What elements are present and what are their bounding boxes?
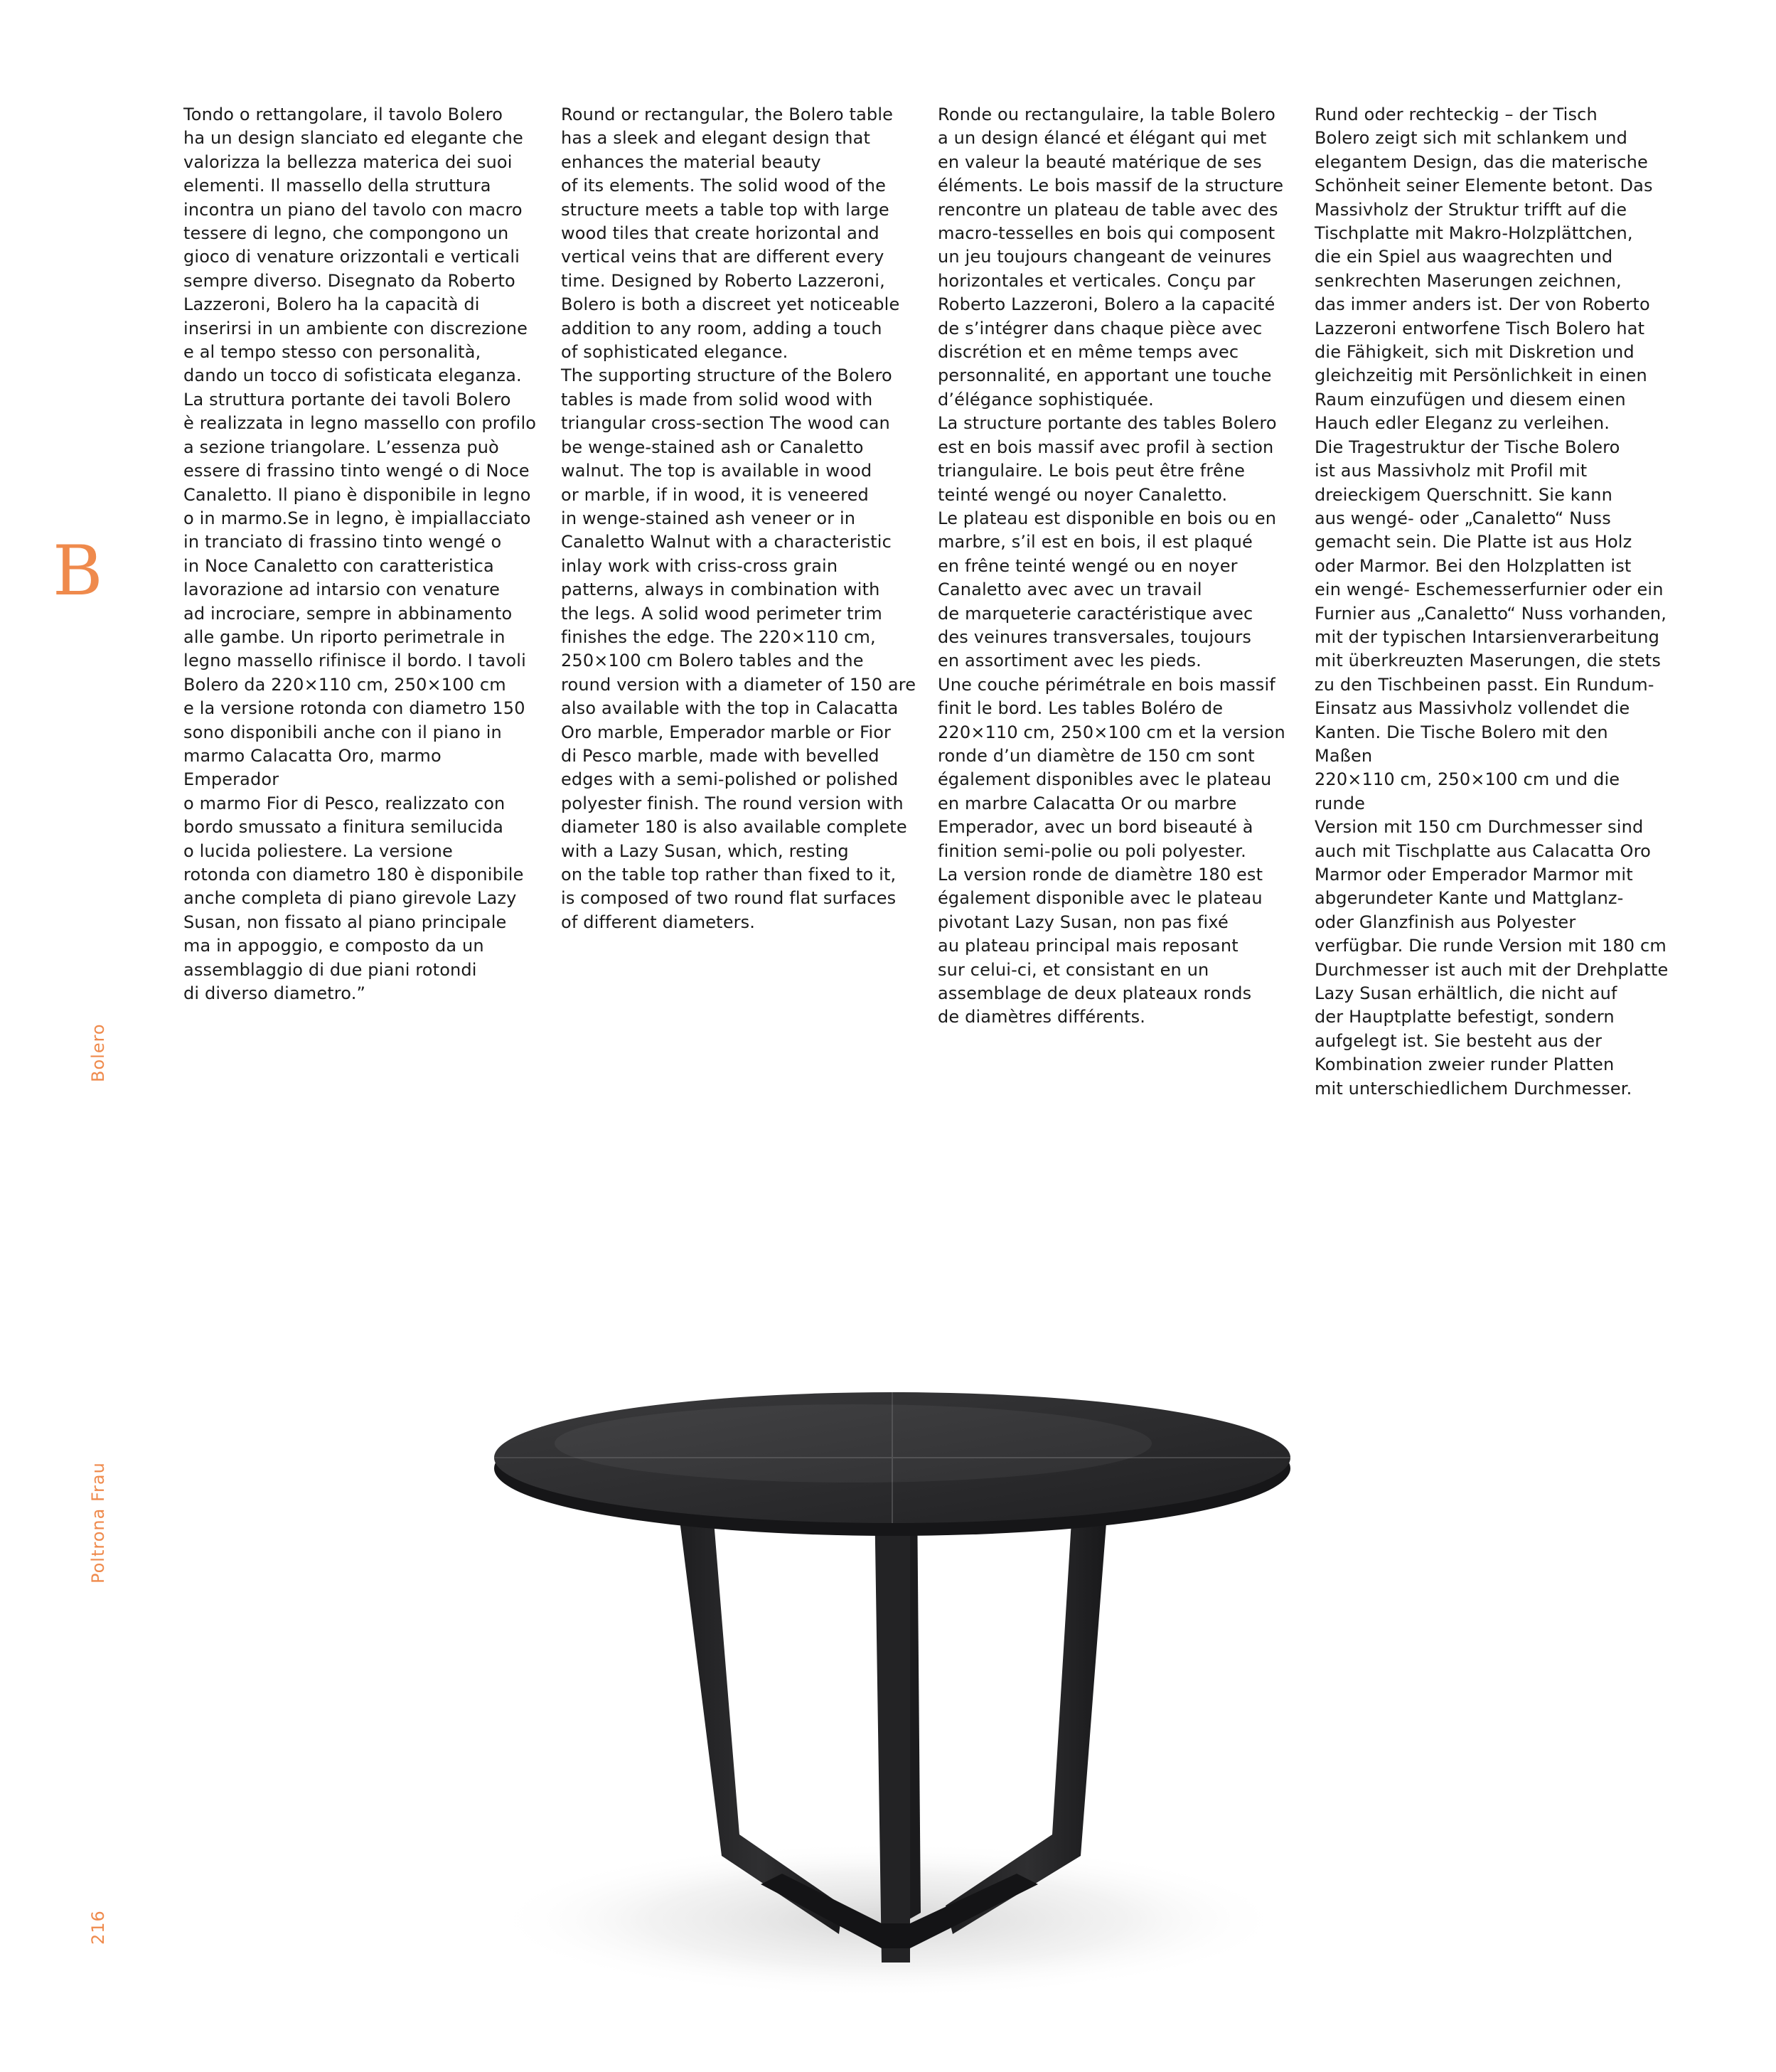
paragraph: La struttura portante dei tavoli Bolero è realizzata in legno massello con profilo a sezione triangolare. L’essenza può essere di frassino tinto wengé o di Noce Canaletto. Il piano è disponibile in legno o in marmo.Se in legno, è impiallacciato in tranciato di frassino tinto wengé o in Noce Canaletto con caratteristica lavorazione ad intarsio con venature ad incrociare, sempre in abbinamento alle gambe. Un riporto perimetrale in legno massello rifinisce il bordo. I tavoli Bolero da 220×110 cm, 250×100 cm e la versione rotonda con diametro 150 sono disponibili anche con il piano in marmo Calacatta Oro, marmo Emperador o marmo Fior di Pesco, realizzato con bordo smussato a finitura semilucida o lucida poliestere. La versione rotonda con diametro 180 è disponibile anche completa di piano girevole Lazy Susan, non fissato al piano principale ma in appoggio, e composto da un assemblaggio di due piani rotondi di diverso diametro.” xyxy=(183,389,537,1004)
brand-name-vertical: Poltrona Frau xyxy=(88,1462,108,1584)
paragraph: La structure portante des tables Bolero est en bois massif avec profil à section triangulaire. Le bois peut être frêne teinté wengé ou noyer Canaletto. xyxy=(938,413,1277,505)
paragraph: Die Tragestruktur der Tische Bolero ist aus Massivholz mit Profil mit dreieckigem Querschnitt. Sie kann aus wengé- oder „Canaletto“ Nuss gemacht sein. Die Platte ist aus Holz oder Marmor. Bei den Holzplatten ist ein wengé- Eschemesserfurnier oder ein Furnier aus „Canaletto“ Nuss vorhanden, mit der typischen Intarsienverarbeitung mit überkreuzten Maserungen, die stets zu den Tischbeinen passt. Ein Rundum- Einsatz aus Massivholz vollendet die Kanten. Die Tische Bolero mit den Maßen 220×110 cm, 250×100 cm und die runde Version mit 150 cm Durchmesser sind auch mit Tischplatte aus Calacatta Oro Marmor oder Emperador Marmor mit abgerundeter Kante und Mattglanz- oder Glanzfinish aus Polyester verfügbar. Die runde Version mit 180 cm Durchmesser ist auch mit der Drehplatte Lazy Susan erhältlich, die nicht auf der Hauptplatte befestigt, sondern aufgelegt ist. Sie besteht aus der Kombination zweier runder Platten mit unterschiedlichem Durchmesser. xyxy=(1315,437,1669,1099)
section-initial-letter: B xyxy=(53,531,103,611)
paragraph: Tondo o rettangolare, il tavolo Bolero ha un design slanciato ed elegante che valorizza la bellezza materica dei suoi elementi. Il massello della struttura incontra un piano del tavolo con macro tessere di legno, che compongono un gioco di venature orizzontali e verticali sempre diverso. Disegnato da Roberto Lazzeroni, Bolero ha la capacità di inserirsi in un ambiente con discrezione e al tempo stesso con personalità, dando un tocco di sofisticata eleganza. xyxy=(183,105,528,386)
paragraph: Rund oder rechteckig – der Tisch Bolero zeigt sich mit schlankem und elegantem Design, das die materische Schönheit seiner Elemente betont. Das Massivholz der Struktur trifft auf die Tischplatte mit Makro-Holzplättchen, die ein Spiel aus waagrechten und senkrechten Maserungen zeichnen, das immer anders ist. Der von Roberto Lazzeroni entworfene Tisch Bolero hat die Fähigkeit, sich mit Diskretion und gleichzeitig mit Persönlichkeit in einen Raum einzufügen und diesem einen Hauch edler Eleganz zu verleihen. xyxy=(1315,105,1653,434)
paragraph: La version ronde de diamètre 180 est également disponible avec le plateau pivotant Lazy Susan, non pas fixé au plateau principal mais reposant sur celui-ci, et consistant en un assemblage de deux plateaux ronds de diamètres différents. xyxy=(938,865,1263,1027)
round-table-illustration xyxy=(455,1344,1337,2026)
product-name-vertical: Bolero xyxy=(88,1023,108,1082)
table-photo xyxy=(455,1344,1337,2026)
text-column-german xyxy=(1315,103,1670,1101)
paragraph: Ronde ou rectangulaire, la table Bolero a un design élancé et élégant qui met en valeur la beauté matérique de ses éléments. Le bois massif de la structure rencontre un plateau de table avec des macro-tesselles en bois qui composent un jeu toujours changeant de veinures horizontales et verticales. Conçu par Roberto Lazzeroni, Bolero a la capacité de s’intégrer dans chaque pièce avec discrétion et en même temps avec personnalité, en apportant une touche d’élégance sophistiquée. xyxy=(938,105,1284,410)
top-highlight xyxy=(555,1404,1152,1483)
text-column-english xyxy=(561,103,916,934)
paragraph: The supporting structure of the Bolero tables is made from solid wood with triangular cross-section The wood can be wenge-stained ash or Canaletto walnut. The top is available in wood or marble, if in wood, it is veneered in wenge-stained ash veneer or in Canaletto Walnut with a characteristic inlay work with criss-cross grain patterns, always in combination with the legs. A solid wood perimeter trim finishes the edge. The 220×110 cm, 250×100 cm Bolero tables and the round version with a diameter of 150 are also available with the top in Calacatta Oro marble, Emperador marble or Fior di Pesco marble, made with bevelled edges with a semi-polished or polished polyester finish. The round version with diameter 180 is also available complete with a Lazy Susan, which, resting on the table top rather than fixed to it, is composed of two round flat surfaces of different diameters. xyxy=(561,365,916,932)
text-column-italian xyxy=(183,103,539,1005)
paragraph: Une couche périmétrale en bois massif finit le bord. Les tables Boléro de 220×110 cm, 250×100 cm et la version ronde d’un diamètre de 150 cm sont également disponibles avec le plateau en marbre Calacatta Or ou marbre Emperador, avec un bord biseauté à finition semi-polie ou poli polyester. xyxy=(938,674,1285,861)
paragraph: Le plateau est disponible en bois ou en marbre, s’il est en bois, il est plaqué en frêne teinté wengé ou en noyer Canaletto avec avec un travail de marqueterie caractéristique avec des veinures transversales, toujours en assortiment avec les pieds. xyxy=(938,508,1277,671)
page-number: 216 xyxy=(88,1910,108,1945)
text-column-french xyxy=(938,103,1293,1030)
paragraph: Round or rectangular, the Bolero table has a sleek and elegant design that enhances the material beauty of its elements. The solid wood of the structure meets a table top with large wood tiles that create horizontal and vertical veins that are different every time. Designed by Roberto Lazzeroni, Bolero is both a discreet yet noticeable addition to any room, adding a touch of sophisticated elegance. xyxy=(561,105,900,363)
